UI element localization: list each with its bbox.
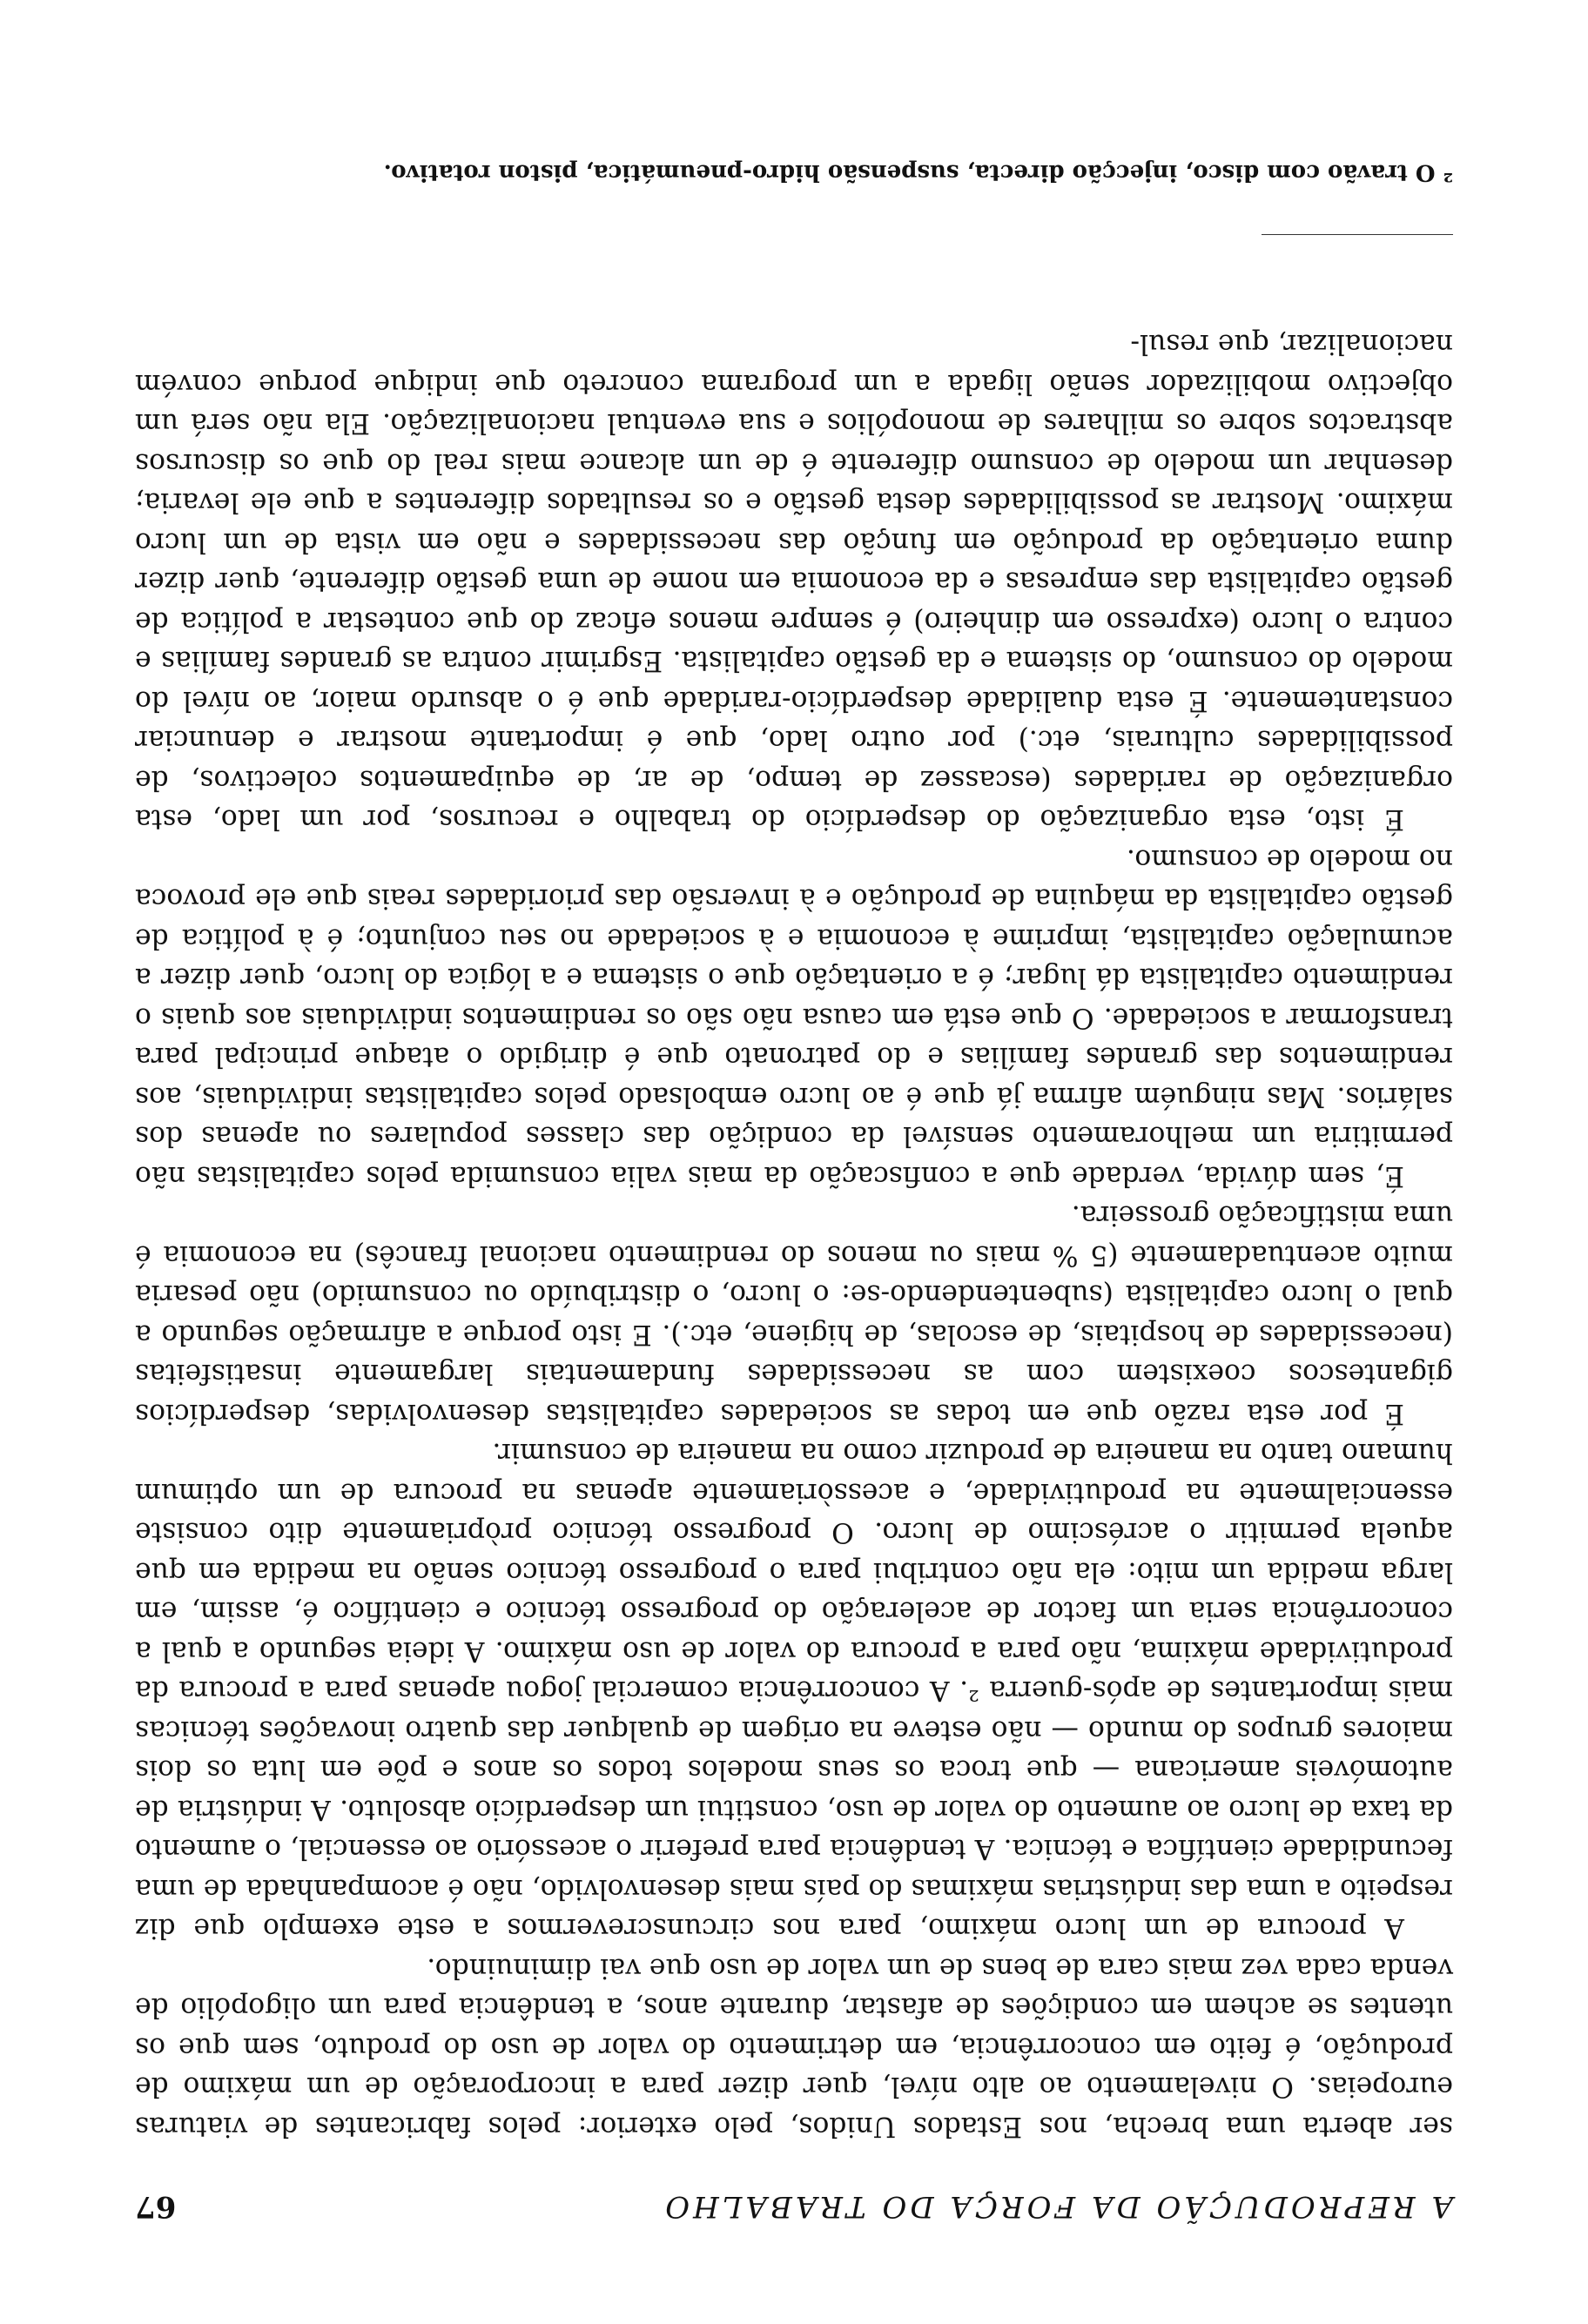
page-number: 67 [135, 2189, 177, 2224]
footnote: ² O travão com disco, injecção directa, suspensão hidro-pneumática, piston rotativo. [383, 159, 1453, 185]
running-head: A REPRODUÇÃO DA FORÇA DO TRABALHO [662, 2189, 1453, 2224]
paragraph: É por esta razão que em todas as sociedades capitalistas desenvolvidas, desperdícios gigantescos coexistem com as necessidades fundamentais largamente insatisfeitas (necessidades de hospitais, de escolas, de higiene, etc.). E isto porque a afirmação segundo a qual o lucro capitalista (subentendendo-se: o lucro, o distribuído ou consumido) não pesaria muito acentuadamente (5 % mais ou menos do rendimento nacional francês) na economia é uma mistificação grosseira. [135, 1199, 1453, 1429]
paragraph: A procura de um lucro máximo, para nos circunscrevermos a este exemplo que diz respeito a uma das indústrias máximas do país mais desenvolvido, não é acompanhada de uma fecundidade científica e técnica. A tendência para preferir o acessório ao essencial, o aumento da taxa de lucro ao aumento do valor de uso, constitui um desperdício absoluto. A indústria de automóveis americana — que troca os seus modelos todos os anos e põe em luta os dois maiores grupos do mundo — não esteve na origem de qualquer das quatro inovações técnicas mais importantes de após-guerra ². A concorrência comercial jogou apenas para a procura da produtividade máxima, não para a procura do valor de uso máximo. A ideia segundo a qual a concorrência seria um factor de aceleração do progresso técnico e científico é, assim, em larga medida um mito: ela não contribui para o progresso técnico senão na medida em que aquela permitir o acréscimo de lucro. O progresso técnico pròpriamente dito consiste essencialmente na produtividade, e acessòriamente apenas na procura de um optimum humano tanto na maneira de produzir como na maneira de consumir. [135, 1437, 1453, 1945]
paragraph: É, sem dúvida, verdade que a confiscação da mais valia consumida pelos capitalistas não permitiria um melhoramento sensível da condição das classes populares ou apenas dos salários. Mas ninguém afirma já que é ao lucro embolsado pelos capitalistas individuais, aos rendimentos das grandes famílias e do patronato que é dirigido o ataque principal para transformar a sociedade. O que está em causa não são os rendimentos individuais aos quais o rendimento capitalista dá lugar; é a orientação que o sistema e a lógica do lucro, quer dizer a acumulação capitalista, imprime à economia e à sociedade no seu conjunto; é à política de gestão capitalista da máquina de produção e à inversão das prioridades reais que ele provoca no modelo de consumo. [135, 843, 1453, 1192]
body-text [135, 324, 1453, 2146]
paragraph: ser aberta uma brecha, nos Estados Unidos, pelo exterior: pelos fabricantes de viaturas europeias. O nivelamento ao alto nível, quer dizer para a incorporação de um máximo de produção, é feito em concorrência, em detrimento do valor de uso do produto, sem que os utentes se achem em condições de afastar, durante anos, a tendência para um oligopólio de venda cada vez mais cara de bens de um valor de uso que vai diminuindo. [135, 1952, 1453, 2142]
footnote-divider [1262, 234, 1453, 235]
paragraph: É isto, esta organização do desperdício do trabalho e recursos, por um lado, esta organização de raridades (escassez de tempo, de ar, de equipamentos colectivos, de possibilidades culturais, etc.) por outro lado, que é importante mostrar e denunciar constantemente. É esta dualidade desperdício-raridade que é o absurdo maior, ao nível do modelo do consumo, do sistema e da gestão capitalista. Esgrimir contra as grandes famílias e contra o lucro (expresso em dinheiro) é sempre menos eficaz do que contestar a política de gestão capitalista das empresas e da economia em nome de uma gestão diferente, quer dizer duma orientação da produção em função das necessidades e não em vista de um lucro máximo. Mostrar as possibilidades desta gestão e os resultados diferentes a que ele levaria; desenhar um modelo de consumo diferente é de um alcance mais real do que os discursos abstractos sobre os milhares de monopólios e sua eventual nacionalização. Ela não será um objectivo mobilizador senão ligada a um programa concreto que indique porque convém nacionalizar, que resul- [135, 328, 1453, 836]
page-header [135, 2189, 1453, 2224]
